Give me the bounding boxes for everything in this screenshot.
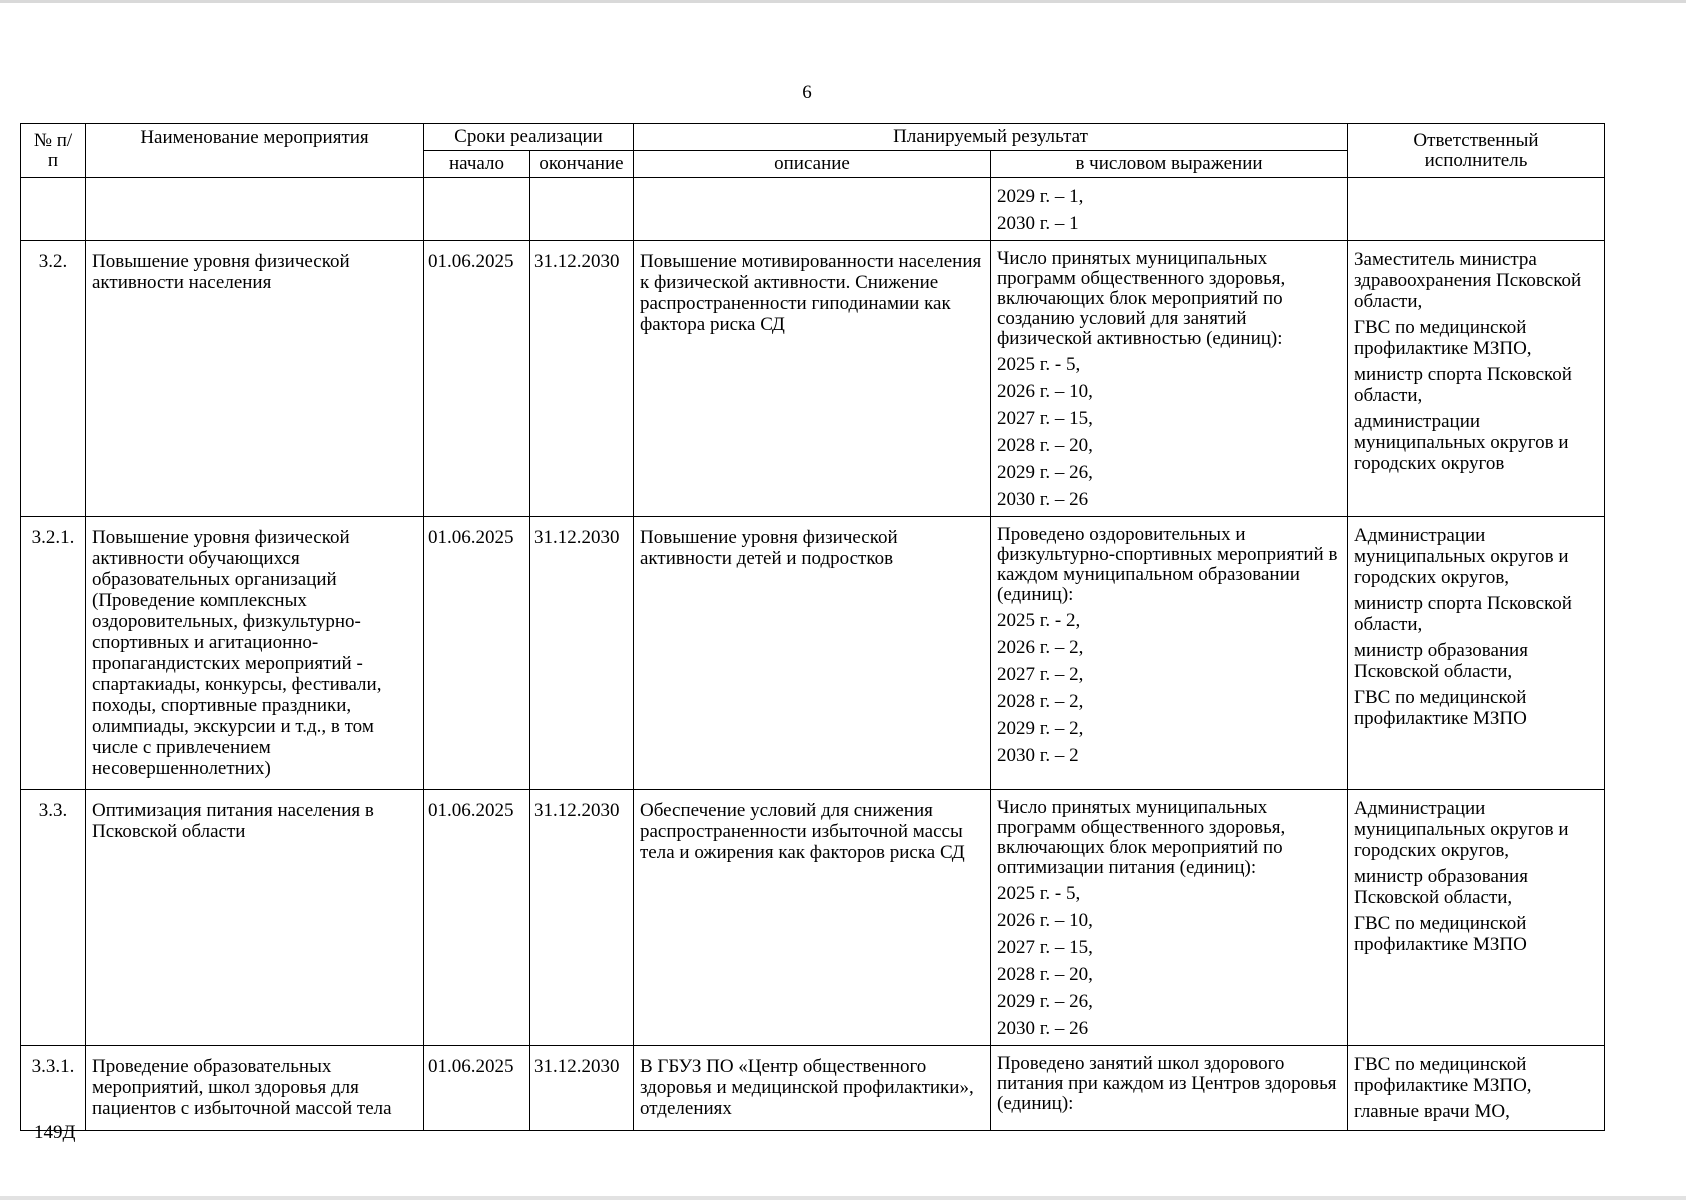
activity-name: Оптимизация питания населения в Псковской области bbox=[92, 800, 374, 842]
responsible-list bbox=[1348, 178, 1604, 189]
responsible-item: администрации муниципальных округов и городских округов bbox=[1354, 411, 1569, 474]
numeric-value: 2026 г. – 10, bbox=[997, 910, 1093, 931]
result-description: В ГБУЗ ПО «Центр общественного здоровья и медицинской профилактики», отделениях bbox=[640, 1056, 974, 1119]
numeric-value: 2029 г. – 1, bbox=[997, 186, 1084, 207]
numeric-value: 2030 г. – 26 bbox=[997, 489, 1089, 510]
table-row bbox=[21, 178, 1605, 241]
header-numeric: в числовом выражении bbox=[991, 151, 1348, 178]
activity-name: Повышение уровня физической активности обучающихся образовательных организаций (Проведение комплексных оздоровительных, физкультурно-спортивных и агитационно-пропагандистских мероприятий - спартакиады, конкурсы, фестивали, походы, спортивные праздники, олимпиады, экскурсии и т.д., в том числе с привлечением несовершеннолетних) bbox=[92, 527, 382, 779]
numeric-value: 2029 г. – 26, bbox=[997, 991, 1093, 1012]
responsible-list bbox=[1348, 1046, 1604, 1130]
responsible-item: Заместитель министра здравоохранения Псковской области, bbox=[1354, 249, 1582, 312]
numeric-value: 2030 г. – 1 bbox=[997, 213, 1079, 234]
table-row bbox=[21, 1046, 1605, 1131]
responsible-item: министр спорта Псковской области, bbox=[1354, 593, 1572, 635]
end-date: 31.12.2030 bbox=[534, 527, 620, 548]
end-date: 31.12.2030 bbox=[534, 1056, 620, 1077]
numeric-value: 2025 г. - 2, bbox=[997, 610, 1081, 631]
numeric-value: 2029 г. – 26, bbox=[997, 462, 1093, 483]
numeric-value: 2027 г. – 15, bbox=[997, 408, 1093, 429]
document-code: 149Д bbox=[34, 1122, 76, 1143]
numeric-value: 2026 г. – 2, bbox=[997, 637, 1084, 658]
header-num: № п/п bbox=[21, 124, 86, 178]
numeric-result bbox=[991, 517, 1347, 767]
numeric-intro: Число принятых муниципальных программ общественного здоровья, включающих блок мероприятий по созданию условий для занятий физической активностью (единиц): bbox=[997, 248, 1286, 349]
table-row bbox=[21, 517, 1605, 790]
row-number: 3.2. bbox=[38, 251, 68, 272]
scan-edge-top bbox=[0, 0, 1686, 3]
scan-edge-bottom bbox=[0, 1196, 1686, 1200]
start-date: 01.06.2025 bbox=[428, 1056, 514, 1077]
numeric-value: 2027 г. – 2, bbox=[997, 664, 1084, 685]
numeric-result bbox=[991, 241, 1347, 511]
table-header bbox=[21, 124, 1605, 178]
header-end: окончание bbox=[530, 151, 634, 178]
responsible-item: ГВС по медицинской профилактике МЗПО, bbox=[1354, 1054, 1532, 1096]
numeric-value: 2028 г. – 2, bbox=[997, 691, 1084, 712]
header-result: Планируемый результат bbox=[634, 124, 1348, 151]
numeric-result bbox=[991, 178, 1347, 235]
responsible-list bbox=[1348, 790, 1604, 963]
responsible-item: министр образования Псковской области, bbox=[1354, 866, 1528, 908]
end-date bbox=[530, 178, 633, 191]
activities-table bbox=[20, 123, 1605, 1131]
start-date: 01.06.2025 bbox=[428, 527, 514, 548]
activity-name: Проведение образовательных мероприятий, школ здоровья для пациентов с избыточной массой тела bbox=[92, 1056, 392, 1119]
responsible-list bbox=[1348, 517, 1604, 737]
row-number: 3.3. bbox=[38, 800, 68, 821]
numeric-value: 2030 г. – 2 bbox=[997, 745, 1079, 766]
numeric-value: 2026 г. – 10, bbox=[997, 381, 1093, 402]
header-description: описание bbox=[634, 151, 991, 178]
row-number: 3.2.1. bbox=[31, 527, 75, 548]
table-body bbox=[21, 178, 1605, 1131]
row-number bbox=[21, 178, 85, 191]
responsible-item: Администрации муниципальных округов и городских округов, bbox=[1354, 798, 1569, 861]
row-number: 3.3.1. bbox=[31, 1056, 75, 1077]
header-responsible: Ответственный исполнитель bbox=[1348, 124, 1605, 178]
table-row bbox=[21, 790, 1605, 1046]
responsible-item: главные врачи МО, bbox=[1354, 1101, 1510, 1122]
header-name: Наименование мероприятия bbox=[86, 124, 424, 178]
responsible-item: министр спорта Псковской области, bbox=[1354, 364, 1572, 406]
numeric-value: 2028 г. – 20, bbox=[997, 964, 1093, 985]
header-start: начало bbox=[424, 151, 530, 178]
numeric-value: 2025 г. - 5, bbox=[997, 883, 1081, 904]
page-number: 6 bbox=[802, 82, 812, 103]
responsible-item: министр образования Псковской области, bbox=[1354, 640, 1528, 682]
activity-name bbox=[86, 178, 423, 191]
end-date: 31.12.2030 bbox=[534, 251, 620, 272]
numeric-value: 2027 г. – 15, bbox=[997, 937, 1093, 958]
start-date: 01.06.2025 bbox=[428, 251, 514, 272]
result-description bbox=[634, 178, 990, 191]
numeric-result bbox=[991, 1046, 1347, 1114]
start-date bbox=[424, 178, 529, 191]
numeric-value: 2030 г. – 26 bbox=[997, 1018, 1089, 1039]
result-description: Обеспечение условий для снижения распространенности избыточной массы тела и ожирения как факторов риска СД bbox=[640, 800, 965, 863]
table-row bbox=[21, 241, 1605, 517]
header-terms: Сроки реализации bbox=[424, 124, 634, 151]
responsible-item: ГВС по медицинской профилактике МЗПО, bbox=[1354, 317, 1532, 359]
activity-name: Повышение уровня физической активности населения bbox=[92, 251, 350, 293]
numeric-intro: Проведено оздоровительных и физкультурно-спортивных мероприятий в каждом муниципальном образовании (единиц): bbox=[997, 524, 1338, 605]
result-description: Повышение мотивированности населения к физической активности. Снижение распространенности гиподинамии как фактора риска СД bbox=[640, 251, 982, 335]
start-date: 01.06.2025 bbox=[428, 800, 514, 821]
numeric-value: 2028 г. – 20, bbox=[997, 435, 1093, 456]
numeric-result bbox=[991, 790, 1347, 1040]
numeric-value: 2025 г. - 5, bbox=[997, 354, 1081, 375]
responsible-item: Администрации муниципальных округов и городских округов, bbox=[1354, 525, 1569, 588]
numeric-value: 2029 г. – 2, bbox=[997, 718, 1084, 739]
result-description: Повышение уровня физической активности детей и подростков bbox=[640, 527, 898, 569]
numeric-intro: Проведено занятий школ здорового питания при каждом из Центров здоровья (единиц): bbox=[997, 1053, 1337, 1114]
end-date: 31.12.2030 bbox=[534, 800, 620, 821]
responsible-list bbox=[1348, 241, 1604, 482]
responsible-item: ГВС по медицинской профилактике МЗПО bbox=[1354, 913, 1527, 955]
numeric-intro: Число принятых муниципальных программ общественного здоровья, включающих блок мероприятий по оптимизации питания (единиц): bbox=[997, 797, 1286, 878]
responsible-item: ГВС по медицинской профилактике МЗПО bbox=[1354, 687, 1527, 729]
